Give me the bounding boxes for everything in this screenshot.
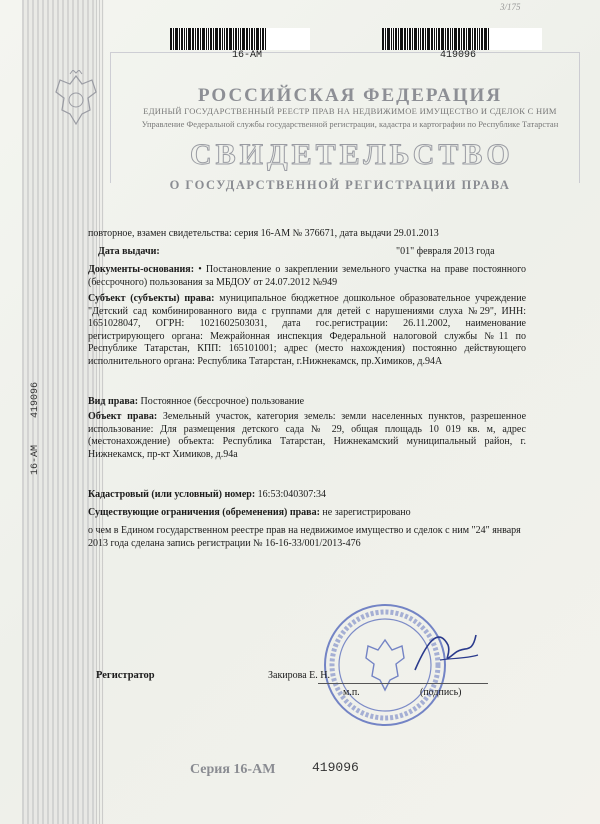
series-number: 419096 bbox=[312, 760, 359, 775]
subject-block bbox=[88, 293, 526, 368]
cadastral-value: 16:53:040307:34 bbox=[257, 489, 327, 500]
certificate-title: СВИДЕТЕЛЬСТВО bbox=[190, 138, 514, 171]
record-text: о чем в Едином государственном реестре прав на недвижимое имущество и сделок с ним "24" января 2013 года сделана запись регистрации № 16-16-33/001/2013-476 bbox=[88, 525, 521, 549]
encumbrance-label: Существующие ограничения (обременения) права: bbox=[88, 507, 320, 518]
corner-handwritten-note: 3/175 bbox=[500, 2, 521, 12]
registrar-label: Регистратор bbox=[96, 670, 155, 681]
cadastral-label: Кадастровый (или условный) номер: bbox=[88, 489, 256, 500]
federation-title: РОССИЙСКАЯ ФЕДЕРАЦИЯ bbox=[197, 85, 503, 106]
encumbrance-block bbox=[88, 507, 526, 520]
right-type-block bbox=[88, 396, 526, 409]
office-name: Управление Федеральной службы государственной регистрации, кадастра и картографии по Республике Татарстан bbox=[141, 119, 559, 129]
documents-label: Документы-основания: bbox=[88, 264, 195, 275]
barcode-left-number: 16-АМ bbox=[232, 50, 263, 61]
series-label: Серия 16-АМ bbox=[190, 762, 276, 777]
side-series: 16-АМ bbox=[30, 444, 41, 475]
certificate-subtitle: О ГОСУДАРСТВЕННОЙ РЕГИСТРАЦИИ ПРАВА bbox=[169, 178, 511, 192]
repeat-line: повторное, взамен свидетельства: серия 16-АМ № 376671, дата выдачи 29.01.2013 bbox=[88, 228, 439, 239]
right-type-label: Вид права: bbox=[88, 396, 139, 407]
right-type-value: Постоянное (бессрочное) пользование bbox=[140, 396, 305, 407]
registrar-name: Закирова Е. Н. bbox=[268, 670, 331, 681]
signature-label: (подпись) bbox=[420, 687, 462, 698]
documents-block bbox=[88, 264, 526, 289]
barcode-left bbox=[170, 28, 310, 50]
barcode-right-number: 419096 bbox=[440, 50, 477, 61]
issue-date-value: "01" февраля 2013 года bbox=[396, 246, 495, 257]
object-block bbox=[88, 411, 526, 461]
side-number: 419096 bbox=[30, 381, 41, 418]
signature-line bbox=[318, 683, 488, 684]
registry-name: ЕДИНЫЙ ГОСУДАРСТВЕННЫЙ РЕЕСТР ПРАВ НА НЕДВИЖИМОЕ ИМУЩЕСТВО И СДЕЛОК С НИМ bbox=[143, 106, 557, 116]
mp-label: м.п. bbox=[343, 687, 360, 698]
subject-value: муниципальное бюджетное дошкольное образовательное учреждение "Детский сад комбинированного вида с группами для детей с нарушениями слуха №29", ИНН: 1651028047, ОГРН: 1021602503031, дата гос.регистрации: 26.11.2002, наименование регистрирующего органа: Межрайонная инспекция Федеральной налоговой службы №11 по Республике Татарстан, КПП: 165101001; адрес (место нахождения) постоянно действующего исполнительного органа: Республика Татарстан, г.Нижнекамск, пр.Химиков, д.94А bbox=[88, 293, 527, 367]
subject-label: Субъект (субъекты) права: bbox=[88, 293, 215, 304]
encumbrance-value: не зарегистрировано bbox=[322, 507, 411, 518]
cadastral-block bbox=[88, 489, 526, 502]
issue-date-label: Дата выдачи: bbox=[98, 246, 160, 257]
object-value: Земельный участок, категория земель: земли населенных пунктов, разрешенное использование: Для размещения детского сада № 29, общая площадь 10 019 кв. м, адрес (местонахождение) объекта: Республика Татарстан, Нижнекамский муниципальный район, г. Нижнекамск, пр-кт Химиков, д.94а bbox=[88, 411, 527, 460]
signature-icon bbox=[410, 625, 480, 680]
object-label: Объект права: bbox=[88, 411, 158, 422]
double-headed-eagle-emblem-icon bbox=[50, 70, 102, 130]
barcode-right bbox=[382, 28, 542, 50]
documents-value: • Постановление о закреплении земельного участка на праве постоянного (бессрочного) пользования за МБДОУ от 24.07.2012 №949 bbox=[88, 264, 526, 288]
